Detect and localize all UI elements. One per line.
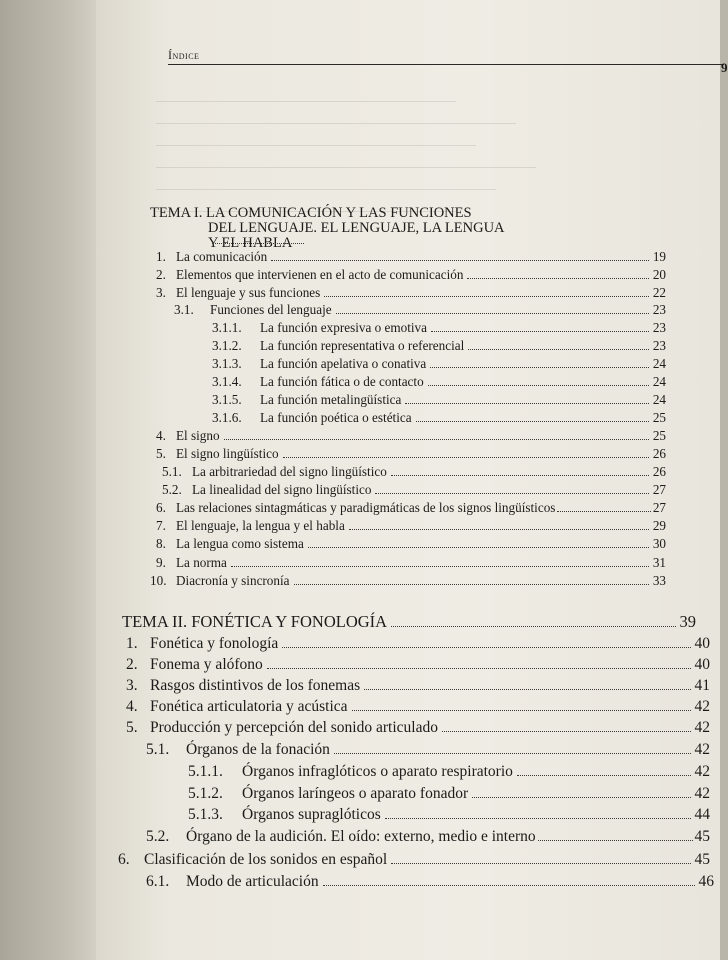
toc-entry: 4. Fonética articulatoria y acústica 42: [126, 698, 710, 715]
toc-entry: 4. El signo 25: [156, 428, 666, 443]
section-label: Índice: [168, 48, 200, 62]
tema-2-title: TEMA II. FONÉTICA Y FONOLOGÍA: [122, 612, 388, 631]
toc-entry: 3.1.5. La función metalingüística 24: [212, 392, 666, 407]
toc-entry: 2. Elementos que intervienen en el acto de comunicación 20: [156, 267, 666, 282]
toc-entry: 5.1.3. Órganos supraglóticos 44: [188, 806, 710, 823]
toc-entry: 5. Producción y percepción del sonido articulado 42: [126, 719, 710, 736]
toc-entry: 5.1.2. Órganos laríngeos o aparato fonador 42: [188, 785, 710, 802]
toc-entry: 10. Diacronía y sincronía 33: [150, 573, 666, 588]
book-page: [96, 0, 728, 960]
toc-entry: 3.1.1. La función expresiva o emotiva 23: [212, 320, 666, 335]
toc-entry: 3.1.3. La función apelativa o conativa 24: [212, 356, 666, 371]
toc-entry: 3.1.6. La función poética o estética 25: [212, 410, 666, 425]
tema-2-page: 39: [679, 612, 696, 631]
toc-entry: 2. Fonema y alófono 40: [126, 656, 710, 673]
toc-entry: 3.1.2. La función representativa o referencial 23: [212, 338, 666, 353]
toc-entry: 3. El lenguaje y sus funciones 22: [156, 285, 666, 300]
tema-1-title-line-2: DEL LENGUAJE. EL LENGUAJE, LA LENGUA: [208, 220, 505, 236]
toc-entry: 6.1. Modo de articulación 46: [146, 873, 714, 890]
toc-entry: 6. Clasificación de los sonidos en español 45: [118, 851, 710, 868]
toc-entry: 5.2. Órgano de la audición. El oído: externo, medio e interno 45: [146, 828, 710, 845]
toc-entry: 5.1. La arbitrariedad del signo lingüístico 26: [162, 464, 666, 479]
tema-2-heading: [122, 612, 696, 632]
toc-entry: 3.1. Funciones del lenguaje 23: [174, 302, 666, 317]
toc-entry: 5.1.1. Órganos infraglóticos o aparato respiratorio 42: [188, 763, 710, 780]
book-gutter: [0, 0, 96, 960]
toc-entry: 5. El signo lingüístico 26: [156, 446, 666, 461]
toc-entry: 7. El lenguaje, la lengua y el habla 29: [156, 518, 666, 533]
toc-entry: 5.1. Órganos de la fonación 42: [146, 741, 710, 758]
toc-entry: 6. Las relaciones sintagmáticas y paradigmáticas de los signos lingüísticos 27: [156, 500, 666, 515]
toc-entry: 1. Fonética y fonología 40: [126, 635, 710, 652]
tema-1-heading: [150, 206, 505, 251]
header-rule: [168, 64, 724, 65]
toc-entry: 3.1.4. La función fática o de contacto 24: [212, 374, 666, 389]
toc-entry: 3. Rasgos distintivos de los fonemas 41: [126, 677, 710, 694]
toc-entry: 5.2. La linealidad del signo lingüístico 27: [162, 482, 666, 497]
tema-1-title-line-3: Y EL HABLA: [208, 235, 293, 251]
page-number: 9: [721, 60, 728, 75]
show-through-text: [96, 78, 720, 208]
tema-1-title-line-1: TEMA I. LA COMUNICACIÓN Y LAS FUNCIONES: [150, 205, 472, 221]
toc-entry: 8. La lengua como sistema 30: [156, 536, 666, 551]
toc-entry: 1. La comunicación 19: [156, 249, 666, 264]
tema-1-heading-leader: [212, 236, 308, 244]
toc-entry: 9. La norma 31: [156, 555, 666, 570]
